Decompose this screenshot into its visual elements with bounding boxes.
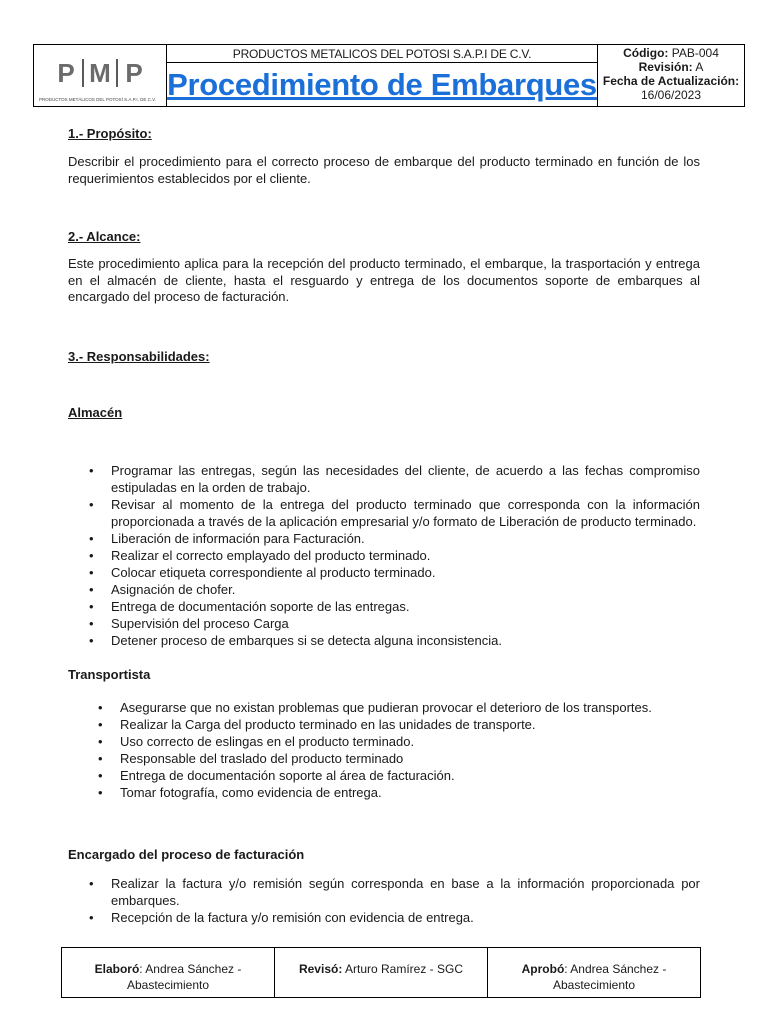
almacen-list — [87, 462, 700, 649]
fecha-line — [598, 74, 744, 88]
revision-line — [598, 60, 744, 74]
codigo-value: PAB-004 — [671, 46, 719, 60]
almacen-heading: Almacén — [68, 405, 123, 420]
elaboro-cell — [62, 948, 274, 997]
list-item: • Asegurarse que no existan problemas que pudieran provocar el deterioro de los transportes. — [96, 699, 696, 716]
logo-divider — [82, 59, 84, 87]
fecha-value: 16/06/2023 — [640, 88, 702, 102]
list-item: • Uso correcto de eslingas en el producto terminado. — [96, 733, 696, 750]
header-title-cell — [167, 45, 598, 106]
aprobo-value: : Andrea Sánchez - Abastecimiento — [552, 962, 667, 992]
list-item: • Realizar el correcto emplayado del producto terminado. — [87, 547, 700, 564]
reviso-value: Arturo Ramírez - SGC — [342, 962, 464, 976]
logo-subtitle: PRODUCTOS METÁLICOS DEL POTOSÍ S.A.P.I. DE C.V. — [39, 97, 156, 102]
logo-divider — [116, 59, 118, 87]
codigo-label: Código: — [623, 46, 669, 60]
logo-letter-m: M — [89, 58, 111, 88]
company-logo — [34, 45, 167, 106]
transportista-heading: Transportista — [68, 667, 151, 682]
fecha-label: Fecha de Actualización: — [602, 74, 740, 88]
section-heading-responsabilidades: 3.- Responsabilidades: — [68, 349, 210, 364]
facturacion-list — [87, 875, 700, 926]
list-item: • Realizar la factura y/o remisión según corresponda en base a la información proporcionada por embarques. — [87, 875, 700, 909]
reviso-cell — [274, 948, 487, 997]
list-item: • Programar las entregas, según las necesidades del cliente, de acuerdo a las fechas compromiso estipuladas en la orden de trabajo. — [87, 462, 700, 496]
list-item: • Entrega de documentación soporte de las entregas. — [87, 598, 700, 615]
revision-value: A — [695, 60, 704, 74]
logo-letter-p2: P — [125, 58, 143, 88]
list-item: • Entrega de documentación soporte al área de facturación. — [96, 767, 696, 784]
list-item: • Detener proceso de embarques si se detecta alguna inconsistencia. — [87, 632, 700, 649]
list-item: • Liberación de información para Facturación. — [87, 530, 700, 547]
section-heading-proposito: 1.- Propósito: — [68, 126, 152, 141]
approval-table — [61, 947, 701, 998]
list-item: • Revisar al momento de la entrega del producto terminado que corresponda con la información proporcionada a través de la aplicación empresarial y/o formato de Liberación de producto terminado. — [87, 496, 700, 530]
document-control-cell — [598, 45, 744, 106]
list-item: • Realizar la Carga del producto terminado en las unidades de transporte. — [96, 716, 696, 733]
facturacion-heading: Encargado del proceso de facturación — [68, 847, 305, 862]
logo-letter-p1: P — [57, 58, 75, 88]
document-title: Procedimiento de Embarques — [167, 67, 597, 102]
aprobo-label: Aprobó — [521, 962, 565, 976]
elaboro-value: : Andrea Sánchez - Abastecimiento — [126, 962, 242, 992]
elaboro-label: Elaboró — [94, 962, 140, 976]
codigo-line — [598, 46, 744, 60]
list-item: • Recepción de la factura y/o remisión con evidencia de entrega. — [87, 909, 700, 926]
transportista-list — [96, 699, 696, 801]
list-item: • Colocar etiqueta correspondiente al producto terminado. — [87, 564, 700, 581]
proposito-text: Describir el procedimiento para el correcto proceso de embarque del producto terminado en función de los requerimientos establecidos por el cliente. — [68, 154, 700, 186]
alcance-text: Este procedimiento aplica para la recepción del producto terminado, el embarque, la trasportación y entrega en el almacén de cliente, hasta el resguardo y entrega de los documentos soporte de embarques al encargado del proceso de facturación. — [68, 256, 700, 304]
reviso-label: Revisó: — [298, 962, 343, 976]
document-header — [33, 44, 745, 107]
list-item: • Supervisión del proceso Carga — [87, 615, 700, 632]
aprobo-cell — [487, 948, 700, 997]
revision-label: Revisión: — [638, 60, 693, 74]
company-name: PRODUCTOS METALICOS DEL POTOSI S.A.P.I DE C.V. — [167, 45, 597, 63]
section-heading-alcance: 2.- Alcance: — [68, 229, 141, 244]
list-item: • Tomar fotografía, como evidencia de entrega. — [96, 784, 696, 801]
list-item: • Responsable del traslado del producto terminado — [96, 750, 696, 767]
list-item: • Asignación de chofer. — [87, 581, 700, 598]
